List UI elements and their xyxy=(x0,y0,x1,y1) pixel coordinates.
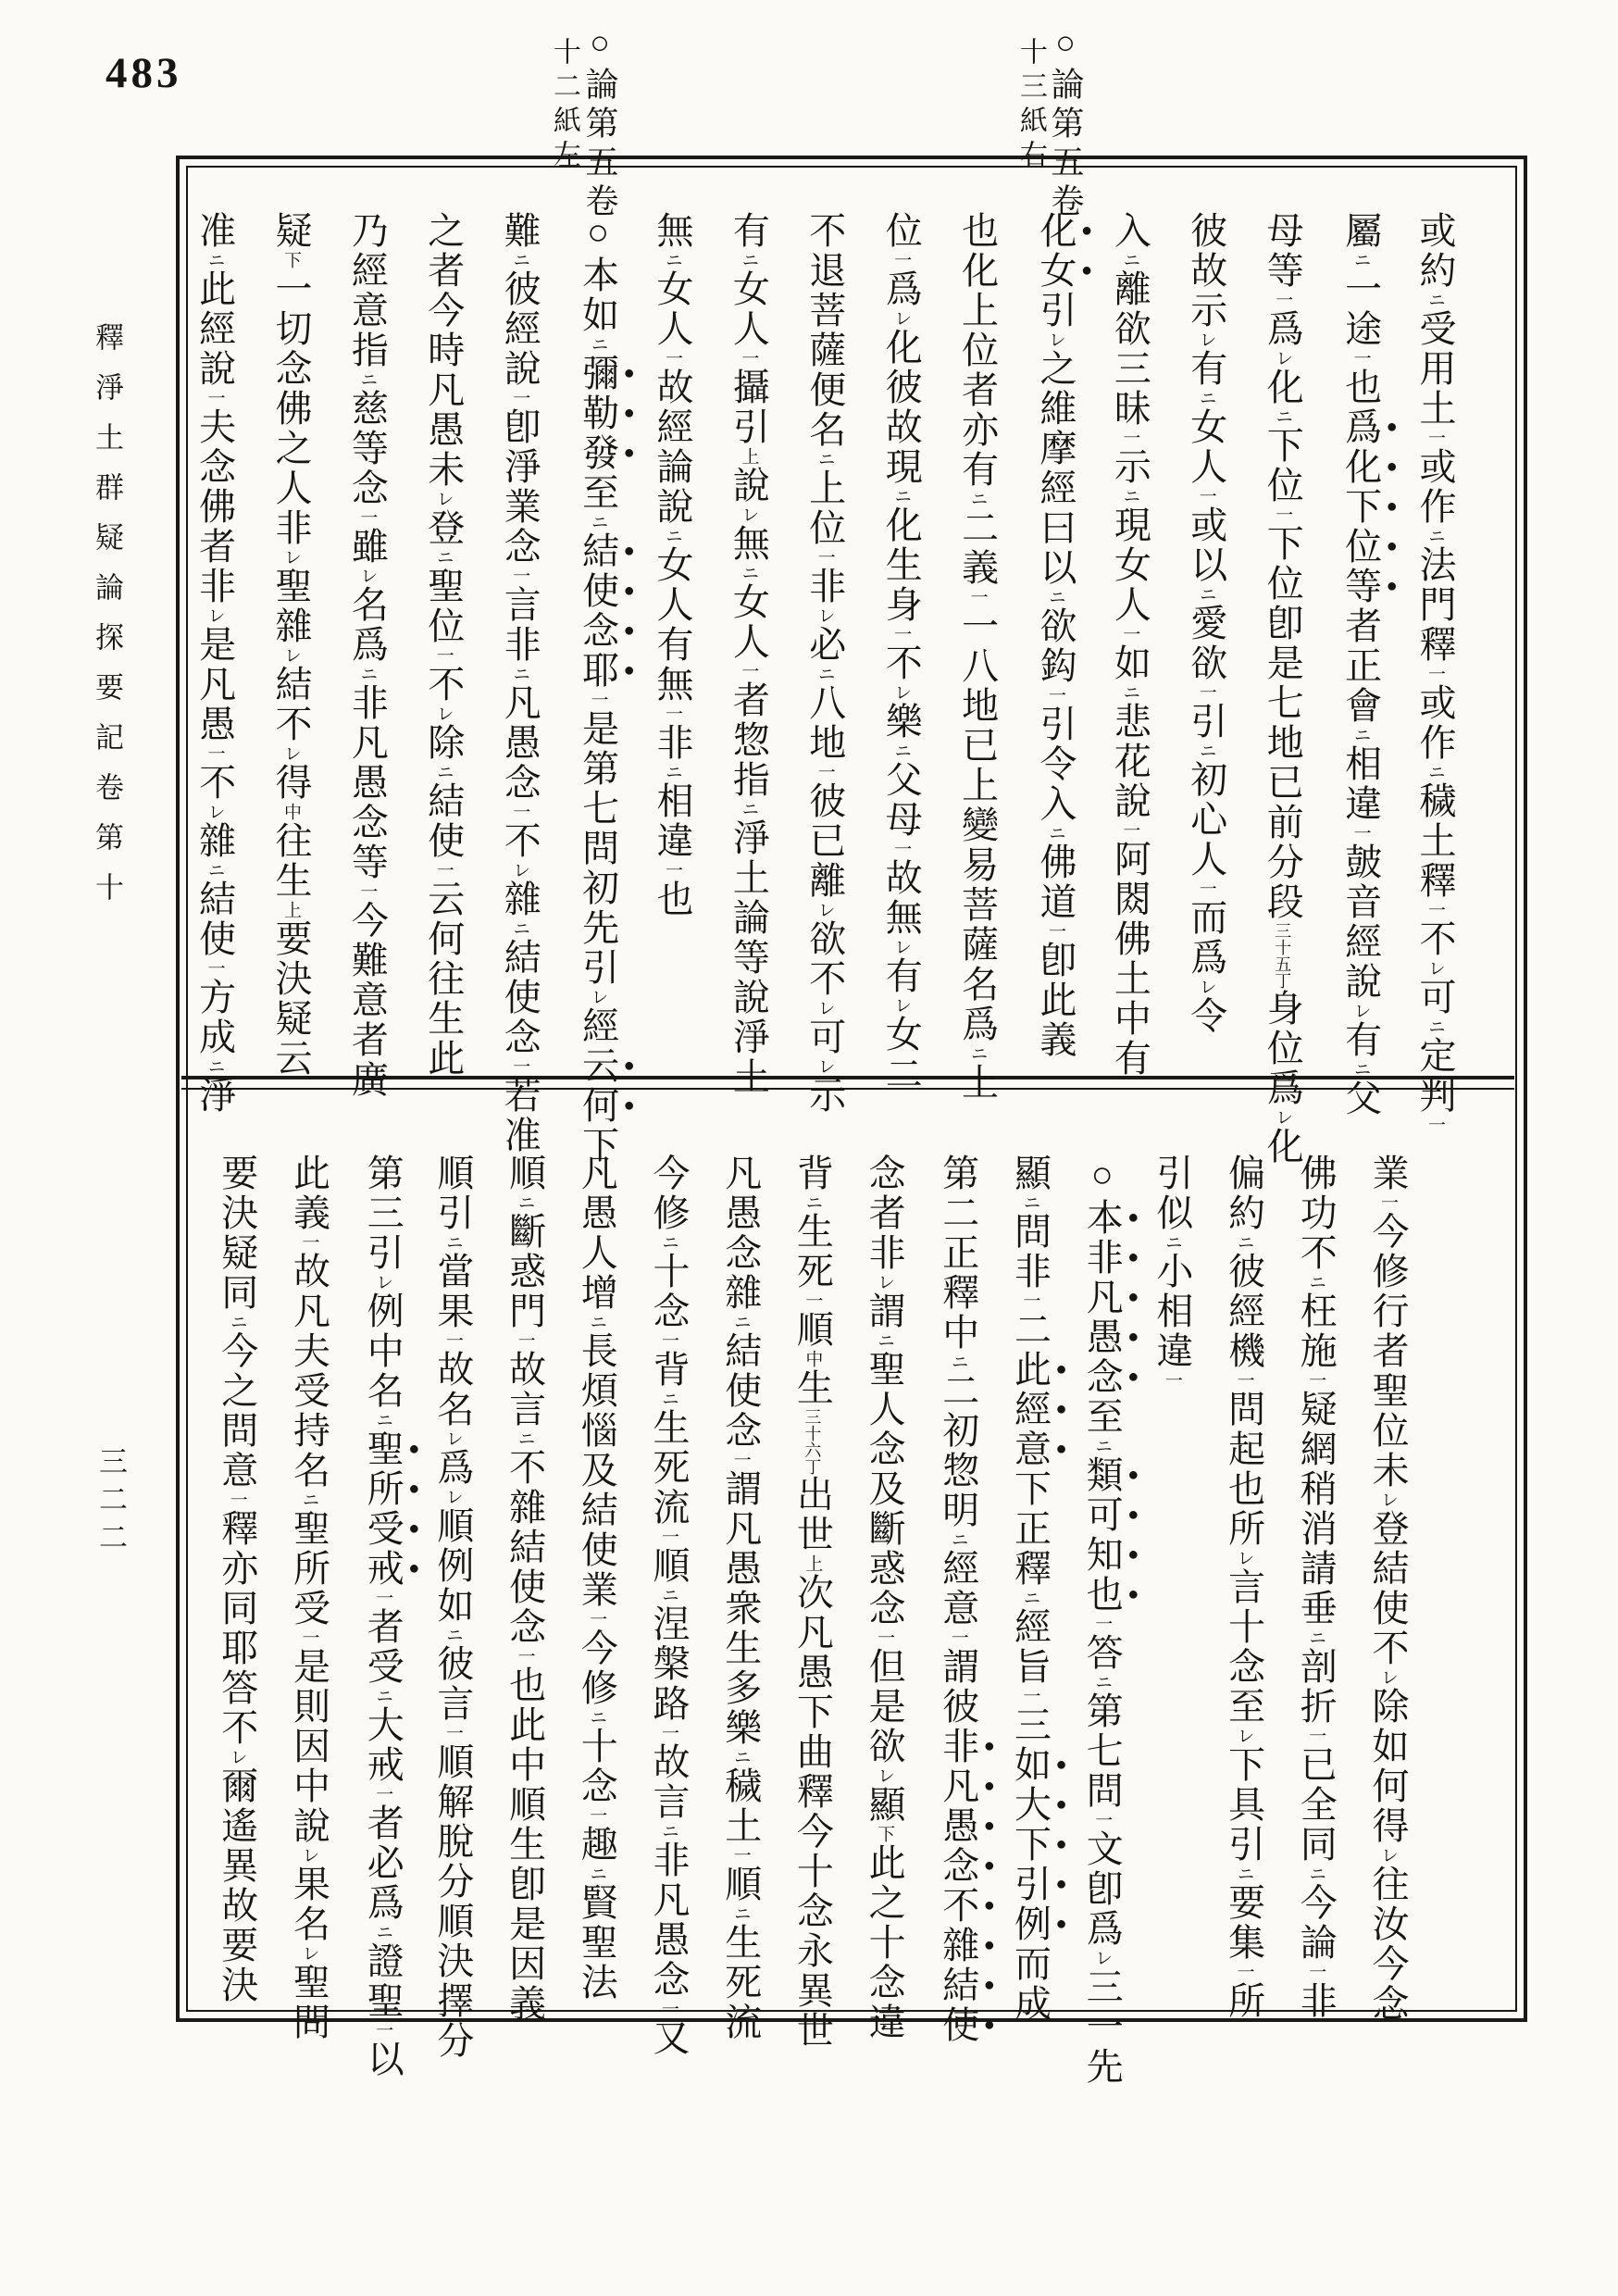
text-column: 偏約ニ彼經機一問起也所レ言十念至レ下具引ニ要集一所 xyxy=(1223,1154,1265,2021)
kunten-mark: ニ xyxy=(1425,527,1445,545)
kunten-mark: 一 xyxy=(1306,1727,1326,1745)
kunten-mark: ニ xyxy=(1350,1060,1371,1079)
kunten-mark: ニ xyxy=(1162,1233,1182,1252)
kunten-mark: レ xyxy=(1196,331,1216,349)
kunten-mark: ニ xyxy=(442,1233,463,1252)
kunten-mark: ニ xyxy=(515,1193,535,1212)
kunten-mark: 一 xyxy=(659,1331,678,1350)
emphasis-dots-text: 本非凡愚念 xyxy=(1081,1198,1124,1397)
text-column: 今修ニ十念一背ニ生死流一順ニ涅槃路一故言ニ非凡愚念一又 xyxy=(648,1154,690,2058)
kunten-mark: 一 xyxy=(510,803,530,821)
text-column: 念者非レ謂ニ聖人念及斷惑念一但是欲レ顯下此之十念違 xyxy=(864,1154,906,2042)
kunten-mark: 一 xyxy=(730,1846,751,1865)
kunten-mark: 一 xyxy=(1425,1116,1445,1134)
kunten-mark: レ xyxy=(433,490,454,508)
kunten-mark: ニ xyxy=(967,490,988,508)
kunten-mark: ニ xyxy=(587,1708,607,1727)
kunten-mark: ニ xyxy=(1120,251,1140,269)
emphasis-dots-text: 如大下引例 xyxy=(1009,1745,1052,1944)
kunten-mark: 一 xyxy=(1273,291,1293,309)
text-column: 此義一故凡夫受持名ニ聖所受一是則因中說レ果名レ聖問 xyxy=(288,1154,330,2042)
kunten-mark: レ xyxy=(1378,1668,1398,1687)
text-column: 不退菩薩便名ニ上位一非レ必ニ八地一彼已離レ欲不レ可レ示 xyxy=(803,211,846,1116)
folio-number-vertical: 三二二 xyxy=(94,1446,127,1560)
kunten-mark: レ xyxy=(815,606,835,625)
kunten-mark: 一 xyxy=(587,1610,607,1628)
kunten-mark: レ xyxy=(815,1057,835,1076)
kunten-mark: ニ xyxy=(891,742,912,760)
kunten-mark: レ xyxy=(1234,1727,1254,1745)
kunten-mark: ニ xyxy=(373,1923,393,1941)
spine-title: 釋淨土群疑論探要記卷第十 xyxy=(91,322,123,922)
kunten-mark: 一 xyxy=(587,1806,607,1825)
kunten-mark: 一 xyxy=(663,861,682,880)
header-left-sheet: 十二紙左 xyxy=(549,37,579,174)
text-column: 入ニ離欲三昧一示ニ現女人一如ニ悲花說一阿閦佛土中有 xyxy=(1109,211,1151,1079)
kunten-mark: ニ xyxy=(1425,1017,1445,1036)
kunten-mark: ニ xyxy=(588,513,608,531)
kunten-mark: ニ xyxy=(1046,824,1065,842)
kunten-mark: ニ xyxy=(1046,588,1065,606)
kunten-mark: レ xyxy=(739,505,759,524)
kunten-mark: 一 xyxy=(1425,665,1445,683)
kunten-mark: 一 xyxy=(1162,1371,1182,1390)
kunten-mark: ニ xyxy=(815,665,835,683)
kunten-mark: 一 xyxy=(815,763,835,781)
kunten-mark: ニ xyxy=(1425,291,1445,309)
kunten-mark: ニ xyxy=(442,1626,463,1644)
kunten-mark: ニ xyxy=(510,665,530,683)
kunten-mark: 一 xyxy=(1092,1615,1113,1633)
kunten-mark: ニ xyxy=(1234,1233,1254,1252)
text-column: 之者今時凡愚未レ登ニ聖位一不レ除ニ結使一云何往生此 xyxy=(422,211,465,1079)
kunten-mark: ニ xyxy=(1092,1437,1113,1455)
emphasis-dots-text: 云何 xyxy=(577,1046,619,1126)
text-column: ○本非凡愚念至ニ類可知也一答ニ第七問一文卽爲レ三一先 xyxy=(1081,1154,1124,2087)
kunten-mark: 一 xyxy=(891,625,912,643)
kunten-mark: 一 xyxy=(891,840,912,858)
kunten-mark: レ xyxy=(281,548,301,567)
emphasis-dots-text: 類可知也 xyxy=(1081,1455,1124,1615)
kunten-mark: 一 xyxy=(1196,880,1216,898)
kunten-mark: 一 xyxy=(1120,821,1140,840)
kunten-mark: 一 xyxy=(205,744,225,763)
kunten-mark: 一 xyxy=(205,959,225,978)
kunten-mark: 一 xyxy=(663,705,682,723)
kunten-mark: 一 xyxy=(1350,824,1371,842)
kunten-mark: ニ xyxy=(515,1429,535,1448)
kunten-mark: ニ xyxy=(730,1904,751,1923)
kunten-mark: ニ xyxy=(357,665,378,683)
kunten-mark: 下 xyxy=(875,1825,895,1843)
kunten-mark: ニ xyxy=(730,1748,751,1766)
kunten-mark: 一 xyxy=(442,1331,463,1350)
kunten-mark: ニ xyxy=(1196,585,1216,604)
kunten-mark: レ xyxy=(205,803,225,821)
kunten-mark: ニ xyxy=(967,1044,988,1063)
kunten-mark: 一 xyxy=(1020,1292,1040,1310)
kunten-mark: ニ xyxy=(663,763,682,781)
kunten-mark: レ xyxy=(373,1273,393,1292)
kunten-mark: レ xyxy=(1273,1108,1293,1127)
kunten-mark: 一 xyxy=(588,691,608,709)
text-column: 順引ニ當果一故名レ爲レ順例如ニ彼言一順解脫分順決擇分 xyxy=(431,1154,474,2061)
emphasis-dots-text: 爲化下位等 xyxy=(1339,407,1382,606)
kunten-mark: レ xyxy=(815,999,835,1017)
kunten-mark: レ xyxy=(1273,349,1293,368)
kunten-mark: レ xyxy=(875,1273,895,1292)
page-number: 483 xyxy=(106,49,182,97)
kunten-mark: ニ xyxy=(739,251,759,269)
text-column: 無ニ女人一故經論說ニ女人有無一非ニ相違一也 xyxy=(652,211,693,919)
text-column: 化女引レ之維摩經曰以ニ欲鈎一引令入ニ佛道一卽此義 xyxy=(1035,211,1077,1060)
text-column: 疑下一切念佛之人非レ聖雜レ結不レ得中往生上要決疑云 xyxy=(270,211,312,1079)
emphasis-dots-text: 聖所受戒 xyxy=(362,1429,404,1589)
kunten-mark: ニ xyxy=(205,1057,225,1076)
kunten-mark: ニ xyxy=(1196,389,1216,407)
kunten-mark: 一 xyxy=(967,588,988,606)
kunten-mark: ニ xyxy=(373,1687,393,1705)
kunten-mark: 一 xyxy=(1196,487,1216,505)
text-column: 凡愚念雜ニ結使念一謂凡愚衆生多樂ニ穢土一順ニ生死流 xyxy=(719,1154,762,2042)
text-column: 母等一爲レ化ニ下位一下位卽是七地已前分段三十五丁身位爲レ化 xyxy=(1262,211,1304,1167)
kunten-mark: ニ xyxy=(299,1491,319,1509)
kunten-mark: 一 xyxy=(357,882,378,901)
text-column: 第三引レ例中名ニ聖所受戒一者受ニ大戒一者必爲ニ證聖一以 xyxy=(362,1154,404,2079)
kunten-mark: 一 xyxy=(299,1628,319,1647)
header-right-volume: ○論第五卷 xyxy=(1047,24,1084,222)
kunten-mark: 上 xyxy=(281,901,301,919)
kunten-mark: 一 xyxy=(515,1331,535,1350)
text-column: 凡愚人增ニ長煩惱及結使業一今修ニ十念一趣ニ賢聖法 xyxy=(576,1154,618,2003)
kunten-mark: レ xyxy=(357,567,378,585)
emphasis-dots-text: 此經意 xyxy=(1009,1350,1052,1469)
kunten-mark: ニ xyxy=(875,1331,895,1350)
kunten-mark: 一 xyxy=(373,2021,393,2040)
kunten-mark: ニ xyxy=(1425,763,1445,781)
kunten-mark: レ xyxy=(1234,1549,1254,1567)
kunten-mark: レ xyxy=(205,606,225,625)
kunten-mark: ニ xyxy=(1350,726,1371,744)
kunten-mark: 一 xyxy=(357,508,378,527)
kunten-mark: レ xyxy=(815,901,835,919)
kunten-mark: ニ xyxy=(1234,1865,1254,1883)
kunten-mark: 一 xyxy=(510,567,530,585)
kunten-mark: レ xyxy=(227,1748,247,1766)
kunten-mark: レ xyxy=(1425,959,1445,978)
kunten-mark: レ xyxy=(299,1846,319,1865)
kunten-mark: ニ xyxy=(1306,1865,1326,1883)
kunten-mark: レ xyxy=(1350,1002,1371,1020)
kunten-mark: 一 xyxy=(1092,1811,1113,1829)
kunten-mark: レ xyxy=(1378,1846,1398,1865)
text-column: 或約ニ受用土一或作ニ法門釋一或作ニ穢土釋一不レ可ニ定判一 xyxy=(1414,211,1456,1134)
kunten-mark: レ xyxy=(1196,978,1216,996)
kunten-mark: ニ xyxy=(1020,1589,1040,1607)
kunten-mark: 一 xyxy=(1020,1687,1040,1705)
kunten-mark: ニ xyxy=(803,1193,823,1212)
text-column: 業一今修行者聖位未レ登結使不レ除如何得レ往汝今念 xyxy=(1367,1154,1409,2024)
kunten-mark: ニ xyxy=(815,450,835,468)
kunten-mark: 一 xyxy=(515,1647,535,1666)
header-right-sheet: 十三紙右 xyxy=(1015,37,1046,174)
kunten-mark: ニ xyxy=(1196,742,1216,760)
kunten-mark: ニ xyxy=(587,1313,607,1331)
text-column: 彼故示レ有ニ女人一或以ニ愛欲一引ニ初心人一而爲レ令 xyxy=(1185,211,1227,1036)
kunten-mark: 一 xyxy=(1306,1371,1326,1390)
text-column: ○本如ニ彌勒發至ニ結使念耶一是第七問初先引レ經云何下 xyxy=(577,211,619,1166)
kunten-mark: 一 xyxy=(1350,349,1371,368)
text-column: 乃經意指ニ慈等念一雖レ名爲ニ非凡愚念等一今難意者廣 xyxy=(346,211,389,1100)
kunten-mark: 一 xyxy=(433,861,454,880)
kunten-mark: 一 xyxy=(1046,686,1065,705)
kunten-mark: 一 xyxy=(891,251,912,269)
kunten-mark: レ xyxy=(510,861,530,880)
kunten-mark: ニ xyxy=(1350,251,1371,269)
kunten-mark: レ xyxy=(1092,1949,1113,1967)
kunten-mark: 一 xyxy=(659,1528,678,1546)
text-column: 難ニ彼經說一卽淨業念一言非ニ凡愚念一不レ雜ニ結使念一若准 xyxy=(499,211,541,1155)
text-column: 位一爲レ化彼故現ニ化生身一不レ樂ニ父母一故無レ有レ女二 xyxy=(880,211,923,1094)
kunten-mark: 一 xyxy=(739,662,759,680)
kunten-mark: 中 xyxy=(803,1350,823,1368)
inline-note: 三十五丁 xyxy=(1273,922,1292,989)
kunten-mark: 一 xyxy=(659,1724,678,1742)
kunten-mark: ニ xyxy=(357,370,378,389)
kunten-mark: 一 xyxy=(373,1785,393,1803)
kunten-mark: レ xyxy=(891,938,912,956)
kunten-mark: ニ xyxy=(948,1353,968,1371)
kunten-mark: レ xyxy=(442,1488,463,1506)
text-column: 第二正釋中ニ二初惣明ニ經意一謂彼非凡愚念不雜結使 xyxy=(937,1154,979,2045)
kunten-mark: レ xyxy=(875,1766,895,1785)
kunten-mark: 一 xyxy=(373,1589,393,1607)
kunten-mark: レ xyxy=(891,683,912,702)
kunten-mark: レ xyxy=(891,996,912,1015)
text-column: 佛功不ニ枉施一疑網稍消請垂ニ剖折一已全同ニ今論一非 xyxy=(1295,1154,1338,2021)
kunten-mark: レ xyxy=(299,1944,319,1963)
kunten-mark: レ xyxy=(588,988,608,1006)
kunten-mark: 一 xyxy=(1425,429,1445,447)
kunten-mark: 一 xyxy=(227,1491,247,1509)
kunten-mark: 一 xyxy=(1196,683,1216,702)
kunten-mark: ニ xyxy=(948,1530,968,1549)
kunten-mark: ニ xyxy=(1020,1193,1040,1212)
kunten-mark: レ xyxy=(281,744,301,763)
emphasis-dots-text: 非凡愚念不雜結使 xyxy=(937,1727,979,2045)
kunten-mark: 一 xyxy=(659,2000,678,2018)
kunten-mark: ニ xyxy=(433,548,454,567)
kunten-mark: ニ xyxy=(1120,487,1140,505)
kunten-mark: レ xyxy=(442,1429,463,1448)
kunten-mark: ニ xyxy=(587,1865,607,1883)
text-column: 准ニ此經說一夫念佛者非レ是凡愚一不レ雜ニ結使一方成ニ淨 xyxy=(193,211,236,1116)
kunten-mark: ニ xyxy=(1273,407,1293,426)
kunten-mark: ニ xyxy=(227,1313,247,1331)
kunten-mark: ニ xyxy=(373,1411,393,1429)
kunten-mark: 一 xyxy=(875,1628,895,1647)
kunten-mark: ニ xyxy=(205,251,225,269)
kunten-mark: 一 xyxy=(1273,505,1293,524)
kunten-mark: ニ xyxy=(588,335,608,354)
text-column: 順ニ斷惑門一故言ニ不雜結使念一也此中順生卽是因義 xyxy=(504,1154,546,2024)
kunten-mark: ニ xyxy=(1092,1673,1113,1691)
kunten-mark: 一 xyxy=(1378,1193,1398,1212)
kunten-mark: レ xyxy=(1378,1491,1398,1509)
kunten-mark: 一 xyxy=(815,548,835,567)
kunten-mark: ニ xyxy=(663,251,682,269)
kunten-mark: 中 xyxy=(281,803,301,821)
text-column: 要決疑同ニ今之問意一釋亦同耶答不レ爾遙異故要決 xyxy=(216,1154,258,2005)
kunten-mark: 一 xyxy=(1306,1963,1326,1981)
header-left-volume: ○論第五卷 xyxy=(581,24,618,222)
text-column: 引似ニ小相違一 xyxy=(1151,1154,1193,1390)
kunten-mark: ニ xyxy=(659,1233,678,1252)
kunten-mark: 一 xyxy=(730,1451,751,1469)
kunten-mark: 一 xyxy=(1234,1963,1254,1981)
text-column: 也化上位者亦有ニ二義一一八地已上變易菩薩名爲ニ上 xyxy=(956,211,999,1103)
kunten-mark: ニ xyxy=(739,564,759,582)
kunten-mark: 一 xyxy=(1120,429,1140,447)
kunten-mark: ニ xyxy=(739,800,759,818)
kunten-mark: 一 xyxy=(510,389,530,407)
kunten-mark: ニ xyxy=(1120,683,1140,702)
kunten-mark: ニ xyxy=(659,1822,678,1841)
kunten-mark: ニ xyxy=(1306,1628,1326,1647)
emphasis-dots-text: 結使念耶 xyxy=(577,531,619,691)
emphasis-dots-text: 化女 xyxy=(1035,211,1077,291)
kunten-mark: 一 xyxy=(1046,922,1065,941)
kunten-mark: ニ xyxy=(205,861,225,880)
kunten-mark: ニ xyxy=(510,251,530,269)
text-column: 有ニ女人一攝引上說レ無ニ女人一者惣指ニ淨土論等說淨土 xyxy=(728,211,770,1097)
kunten-mark: ニ xyxy=(891,487,912,505)
kunten-mark: 一 xyxy=(803,1292,823,1310)
kunten-mark: 上 xyxy=(739,447,759,466)
kunten-mark: レ xyxy=(281,646,301,665)
kunten-mark: 下 xyxy=(281,251,301,269)
kunten-mark: レ xyxy=(891,309,912,328)
kunten-mark: 一 xyxy=(299,1233,319,1252)
kunten-mark: ニ xyxy=(659,1586,678,1604)
kunten-mark: 一 xyxy=(442,1724,463,1742)
kunten-mark: レ xyxy=(1046,331,1065,349)
inline-note: 三十六丁 xyxy=(803,1408,822,1475)
emphasis-dots-text: 彌勒發 xyxy=(577,354,619,473)
kunten-mark: 上 xyxy=(803,1554,823,1573)
kunten-mark: 一 xyxy=(739,349,759,368)
kunten-mark: ニ xyxy=(1306,1273,1326,1292)
kunten-mark: 一 xyxy=(205,389,225,407)
kunten-mark: 一 xyxy=(663,349,682,368)
kunten-mark: 一 xyxy=(433,646,454,665)
kunten-mark: ニ xyxy=(663,527,682,545)
kunten-mark: 一 xyxy=(1120,625,1140,643)
text-column: 背ニ生死一順中生三十六丁出世上次凡愚下曲釋今十念永異世 xyxy=(791,1154,834,2051)
kunten-mark: 一 xyxy=(948,1628,968,1647)
kunten-mark: ニ xyxy=(730,1313,751,1331)
kunten-mark: 一 xyxy=(1425,901,1445,919)
text-column: 顯ニ問非一二此經意下正釋ニ經旨一三如大下引例而成 xyxy=(1009,1154,1052,2024)
kunten-mark: レ xyxy=(433,705,454,723)
kunten-mark: ニ xyxy=(510,919,530,938)
kunten-mark: ニ xyxy=(659,1390,678,1408)
kunten-mark: 一 xyxy=(510,1057,530,1076)
kunten-mark: ニ xyxy=(433,763,454,781)
text-column: 屬ニ一途一也爲化下位等者正會ニ相違一皷音經說レ有ニ父 xyxy=(1339,211,1382,1118)
kunten-mark: 一 xyxy=(1234,1371,1254,1390)
